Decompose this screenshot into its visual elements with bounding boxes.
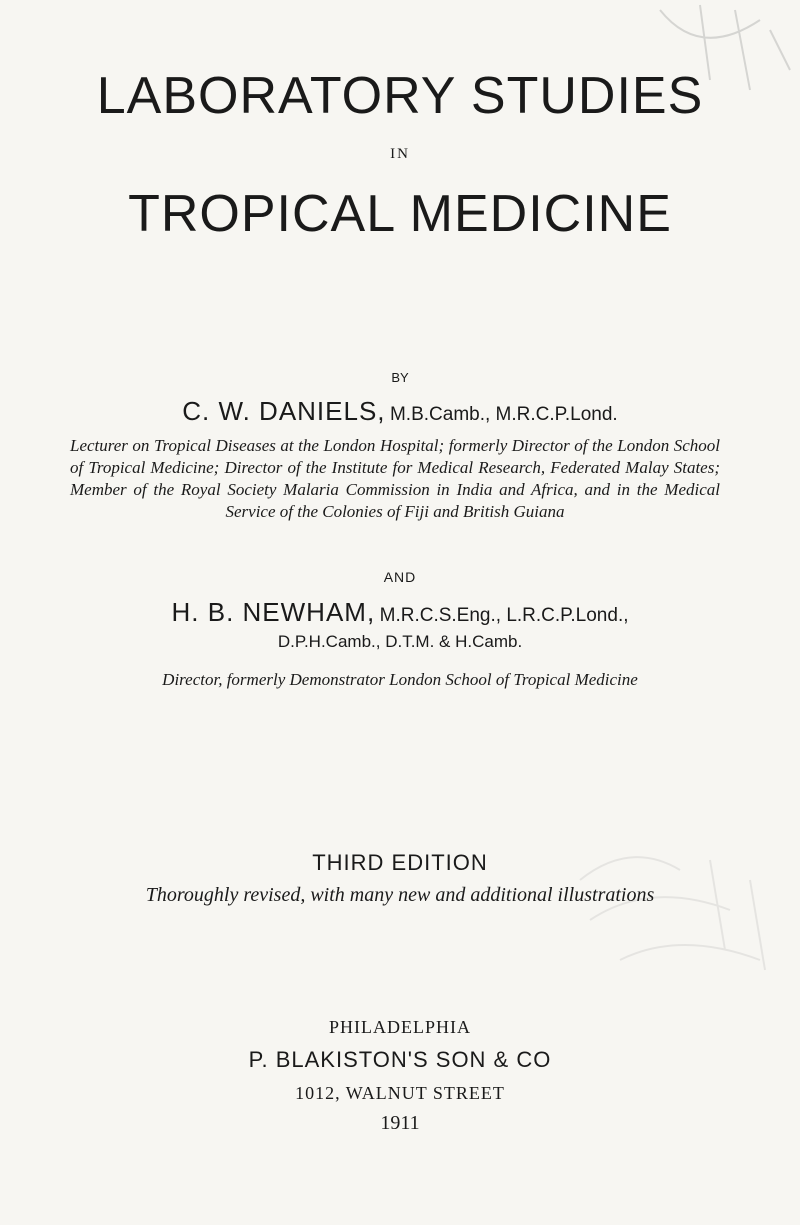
author2-description: Director, formerly Demonstrator London School of Tropical Medicine	[162, 670, 638, 689]
author1-description: Lecturer on Tropical Diseases at the London Hospital; formerly Director of the London School of Tropical Medicine; Director of the Institute for Medical Research, Federated Malay States; Member of the Royal Society Malaria Commission in India and Africa, and in the Medical Service of the Colonies of Fiji and British Guiana	[70, 436, 720, 521]
book-title-sub: TROPICAL MEDICINE	[128, 185, 672, 243]
edition-note: Thoroughly revised, with many new and additional illustrations	[145, 884, 655, 906]
by-label: BY	[391, 370, 409, 385]
book-title-main: LABORATORY STUDIES	[96, 67, 704, 125]
and-label: AND	[383, 569, 417, 585]
edition-label: THIRD EDITION	[312, 850, 488, 875]
publisher-name: P. BLAKISTON'S SON & CO	[248, 1047, 552, 1072]
author2-degrees-continued: D.P.H.Camb., D.T.M. & H.Camb.	[277, 632, 523, 651]
author1-name: C. W. DANIELS,	[182, 396, 386, 426]
publication-year: 1911	[380, 1112, 420, 1134]
publisher-city: PHILADELPHIA	[329, 1017, 471, 1037]
author2-degrees: M.R.C.S.Eng., L.R.C.P.Lond.,	[379, 605, 629, 626]
author2-line	[0, 597, 800, 628]
publisher-address: 1012, WALNUT STREET	[295, 1083, 505, 1103]
author2-name: H. B. NEWHAM,	[171, 597, 376, 627]
author1-line	[0, 396, 800, 427]
book-title-connector: IN	[390, 146, 410, 162]
author1-degrees: M.B.Camb., M.R.C.P.Lond.	[389, 404, 618, 425]
